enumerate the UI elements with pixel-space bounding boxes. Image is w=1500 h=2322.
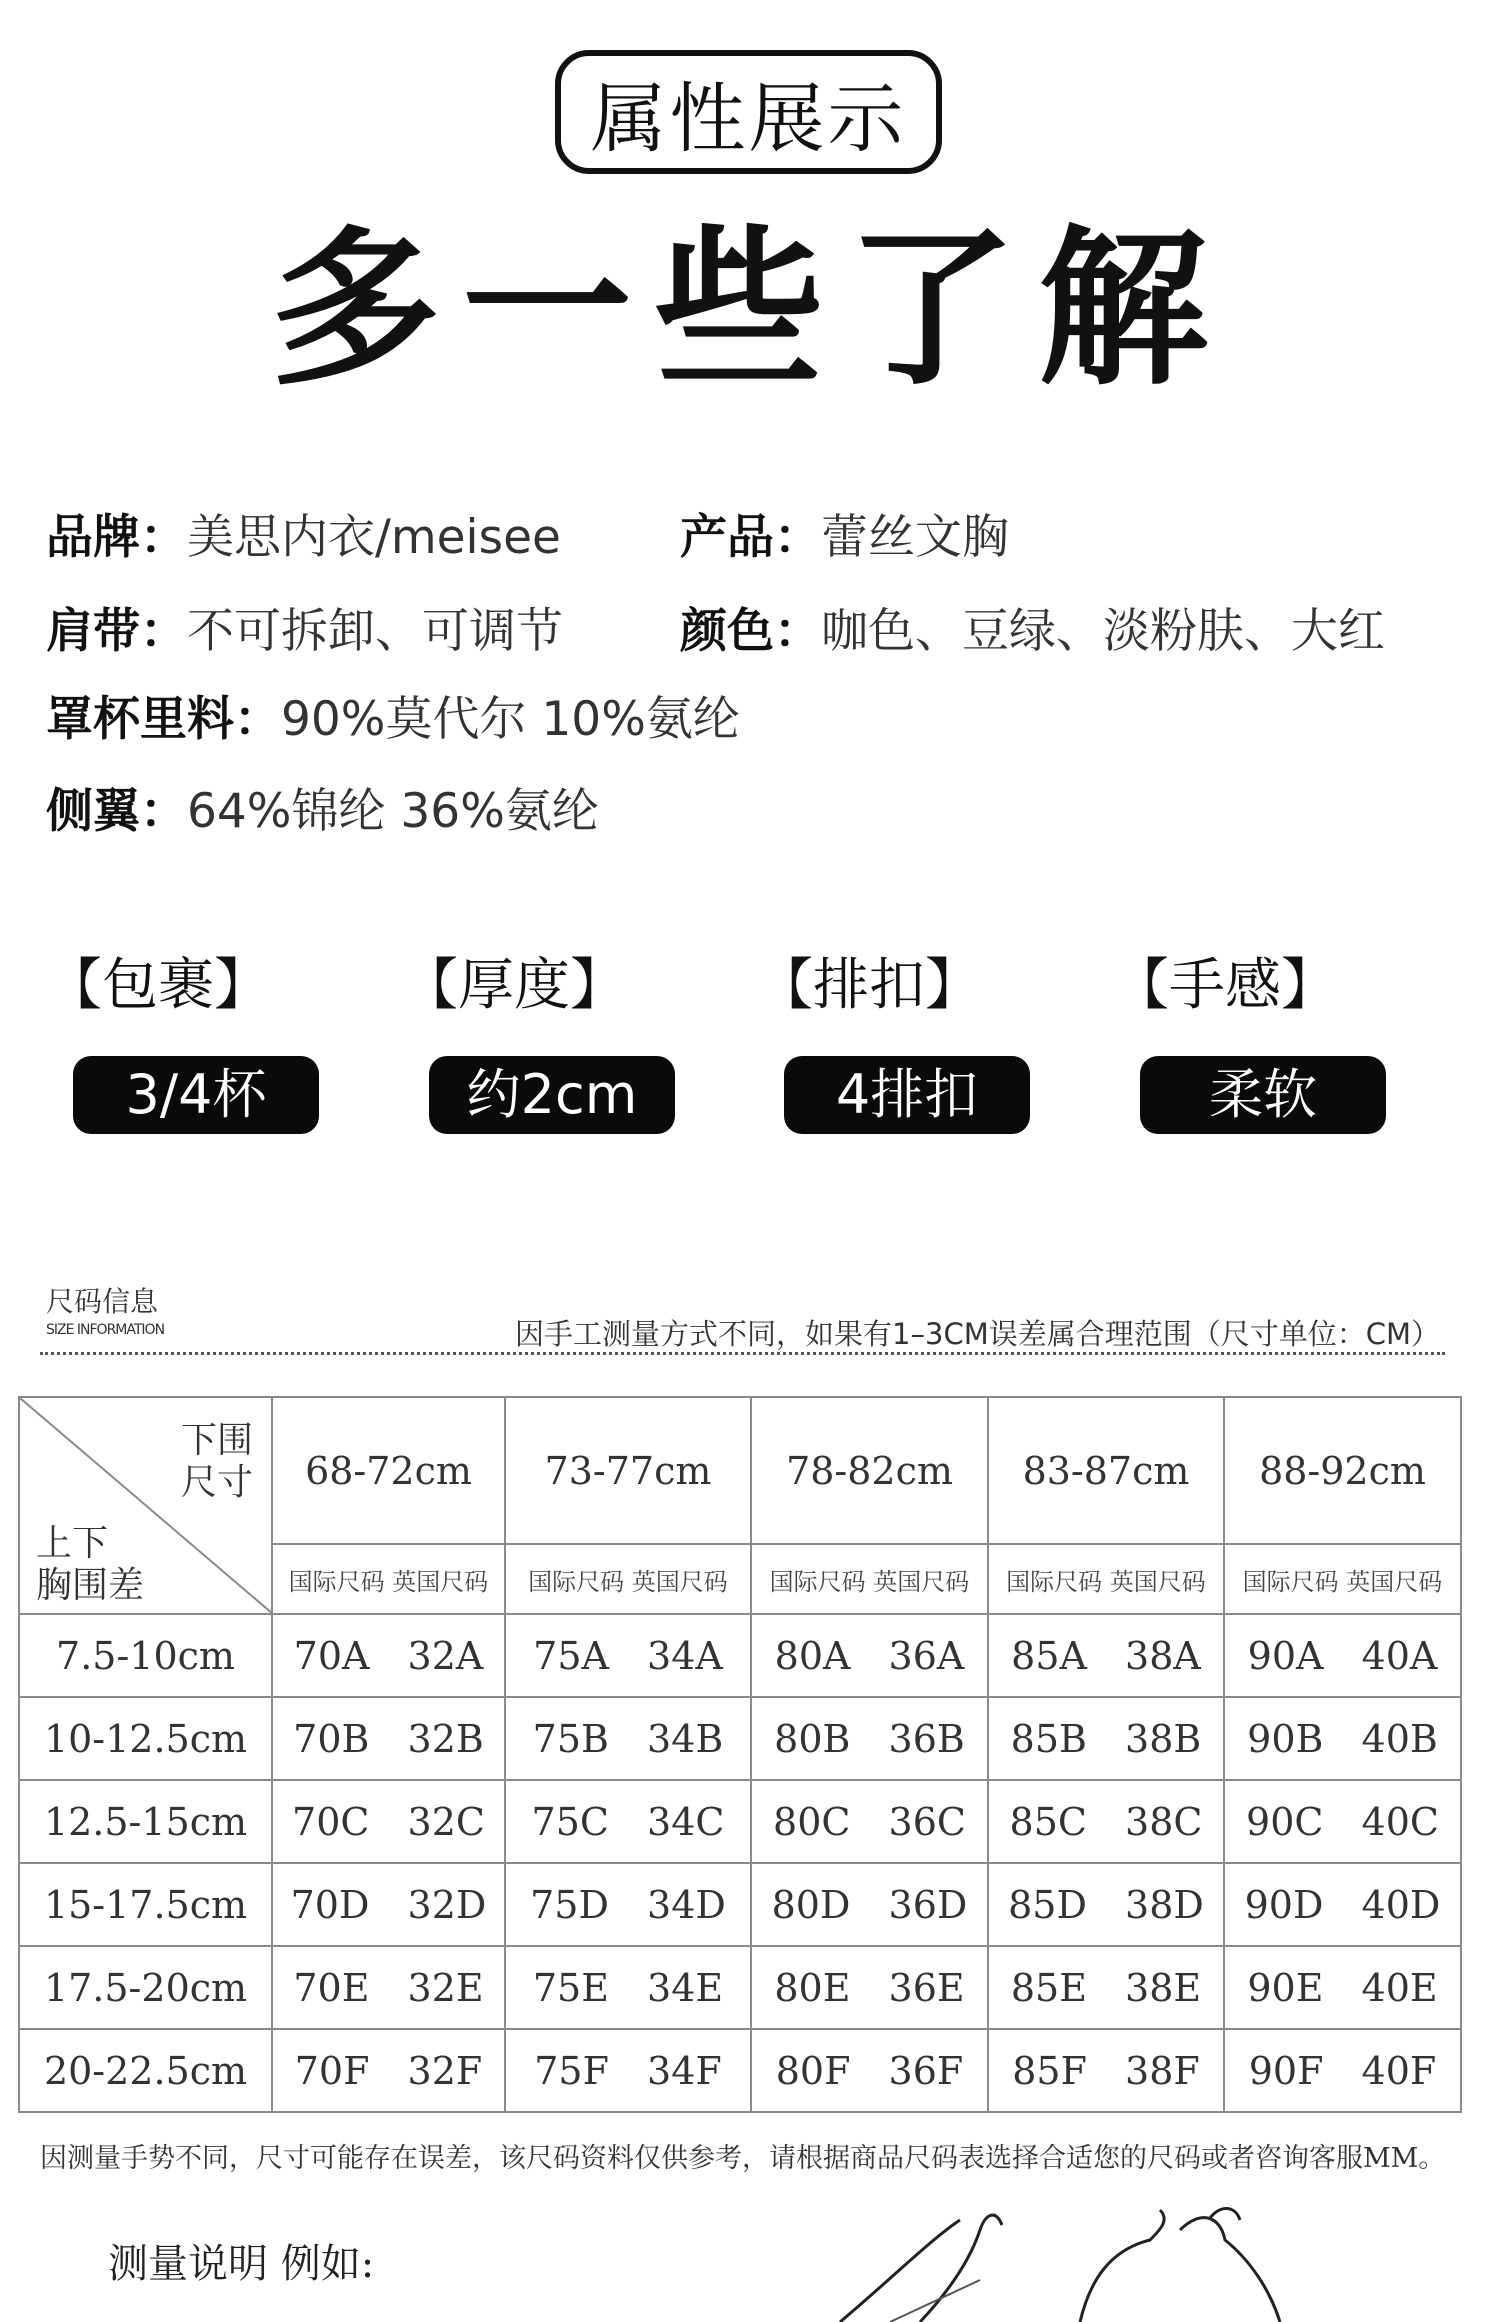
size-cell: 70A 32A: [272, 1614, 505, 1697]
table-row: [19, 1863, 1461, 1946]
dotted-divider: [40, 1352, 1445, 1355]
size-cell: 75F 34F: [505, 2029, 751, 2112]
attr-product-label: 产品：: [680, 510, 821, 565]
attr-brand-label: 品牌：: [46, 510, 187, 565]
diff-cell: 12.5-15cm: [19, 1780, 272, 1863]
table-row: [19, 1780, 1461, 1863]
size-disclaimer: 因测量手势不同，尺寸可能存在误差，该尺码资料仅供参考，请根据商品尺码表选择合适您的尺码或者咨询客服MM。: [40, 2143, 1446, 2174]
size-cell: 85C 38C: [988, 1780, 1224, 1863]
size-cell: 75D 34D: [505, 1863, 751, 1946]
measure-instruction-title: 测量说明 例如:: [108, 2241, 375, 2287]
size-cell: 70F 32F: [272, 2029, 505, 2112]
size-subheader: 国际尺码 英国尺码: [272, 1544, 505, 1614]
size-cell: 90A 40A: [1224, 1614, 1461, 1697]
size-cell: 75E 34E: [505, 1946, 751, 2029]
table-row: [19, 1946, 1461, 2029]
size-info-heading-en: SIZE INFORMATION: [46, 1322, 165, 1338]
size-info-heading: 尺码信息: [46, 1285, 159, 1318]
feature-wrap: [46, 948, 346, 1148]
attr-color-label: 颜色：: [680, 604, 821, 659]
size-cell: 75A 34A: [505, 1614, 751, 1697]
attr-lining-value: 90%莫代尔 10%氨纶: [281, 692, 740, 747]
attr-color: [680, 597, 1385, 667]
attr-brand: [46, 503, 561, 573]
range-header: 88-92cm: [1224, 1397, 1461, 1544]
size-table: [18, 1396, 1462, 2113]
attr-strap-label: 肩带：: [46, 604, 187, 659]
size-cell: 80D 36D: [751, 1863, 988, 1946]
feature-value-pill: 3/4杯: [73, 1056, 319, 1134]
size-cell: 85D 38D: [988, 1863, 1224, 1946]
diff-cell: 17.5-20cm: [19, 1946, 272, 2029]
size-cell: 90E 40E: [1224, 1946, 1461, 2029]
feature-title: 【排扣】: [757, 953, 981, 1018]
feature-feel: [1113, 948, 1413, 1148]
size-cell: 80A 36A: [751, 1614, 988, 1697]
size-subheader: 国际尺码 英国尺码: [988, 1544, 1224, 1614]
attr-color-value: 咖色、豆绿、淡粉肤、大红: [821, 604, 1385, 659]
attr-lining: [46, 685, 740, 755]
size-cell: 70C 32C: [272, 1780, 505, 1863]
body-sketch-illustration: [780, 2200, 1340, 2322]
size-cell: 90F 40F: [1224, 2029, 1461, 2112]
diff-cell: 20-22.5cm: [19, 2029, 272, 2112]
size-subheader: 国际尺码 英国尺码: [751, 1544, 988, 1614]
diff-cell: 7.5-10cm: [19, 1614, 272, 1697]
size-cell: 90B 40B: [1224, 1697, 1461, 1780]
table-row: [19, 2029, 1461, 2112]
table-corner-cell: [19, 1397, 272, 1614]
feature-thickness: [402, 948, 702, 1148]
section-badge: 属性展示: [555, 50, 942, 174]
feature-hooks: [757, 948, 1057, 1148]
range-header: 68-72cm: [272, 1397, 505, 1544]
size-subheader: 国际尺码 英国尺码: [1224, 1544, 1461, 1614]
size-subheader: 国际尺码 英国尺码: [505, 1544, 751, 1614]
feature-value-pill: 约2cm: [429, 1056, 675, 1134]
size-cell: 90C 40C: [1224, 1780, 1461, 1863]
feature-title: 【包裹】: [46, 953, 270, 1018]
range-header: 73-77cm: [505, 1397, 751, 1544]
attr-wing-label: 侧翼：: [46, 784, 187, 839]
size-cell: 85A 38A: [988, 1614, 1224, 1697]
attr-strap: [46, 597, 563, 667]
size-cell: 85B 38B: [988, 1697, 1224, 1780]
size-info-note: 因手工测量方式不同，如果有1–3CM误差属合理范围（尺寸单位：CM）: [515, 1317, 1440, 1351]
corner-label-underbust: 下围 尺寸: [180, 1420, 253, 1503]
range-header: 83-87cm: [988, 1397, 1224, 1544]
size-cell: 80E 36E: [751, 1946, 988, 2029]
attr-wing-value: 64%锦纶 36%氨纶: [187, 784, 599, 839]
corner-label-difference: 上下 胸围差: [36, 1523, 145, 1606]
size-cell: 80F 36F: [751, 2029, 988, 2112]
attr-strap-value: 不可拆卸、可调节: [187, 604, 563, 659]
feature-value-pill: 柔软: [1140, 1056, 1386, 1134]
table-row: [19, 1697, 1461, 1780]
size-cell: 70D 32D: [272, 1863, 505, 1946]
attr-wing: [46, 777, 599, 847]
feature-value-pill: 4排扣: [784, 1056, 1030, 1134]
attr-lining-label: 罩杯里料：: [46, 692, 281, 747]
feature-title: 【厚度】: [402, 953, 626, 1018]
attr-product: [680, 503, 1009, 573]
size-cell: 70E 32E: [272, 1946, 505, 2029]
attr-product-value: 蕾丝文胸: [821, 510, 1009, 565]
diff-cell: 10-12.5cm: [19, 1697, 272, 1780]
range-header: 78-82cm: [751, 1397, 988, 1544]
size-cell: 75B 34B: [505, 1697, 751, 1780]
size-cell: 85F 38F: [988, 2029, 1224, 2112]
size-cell: 90D 40D: [1224, 1863, 1461, 1946]
size-cell: 75C 34C: [505, 1780, 751, 1863]
size-cell: 85E 38E: [988, 1946, 1224, 2029]
page-title: 多一些了解: [269, 211, 1230, 409]
size-cell: 80C 36C: [751, 1780, 988, 1863]
size-cell: 70B 32B: [272, 1697, 505, 1780]
attr-brand-value: 美思内衣/meisee: [187, 510, 561, 565]
size-cell: 80B 36B: [751, 1697, 988, 1780]
feature-title: 【手感】: [1113, 953, 1337, 1018]
table-row: [19, 1614, 1461, 1697]
diff-cell: 15-17.5cm: [19, 1863, 272, 1946]
